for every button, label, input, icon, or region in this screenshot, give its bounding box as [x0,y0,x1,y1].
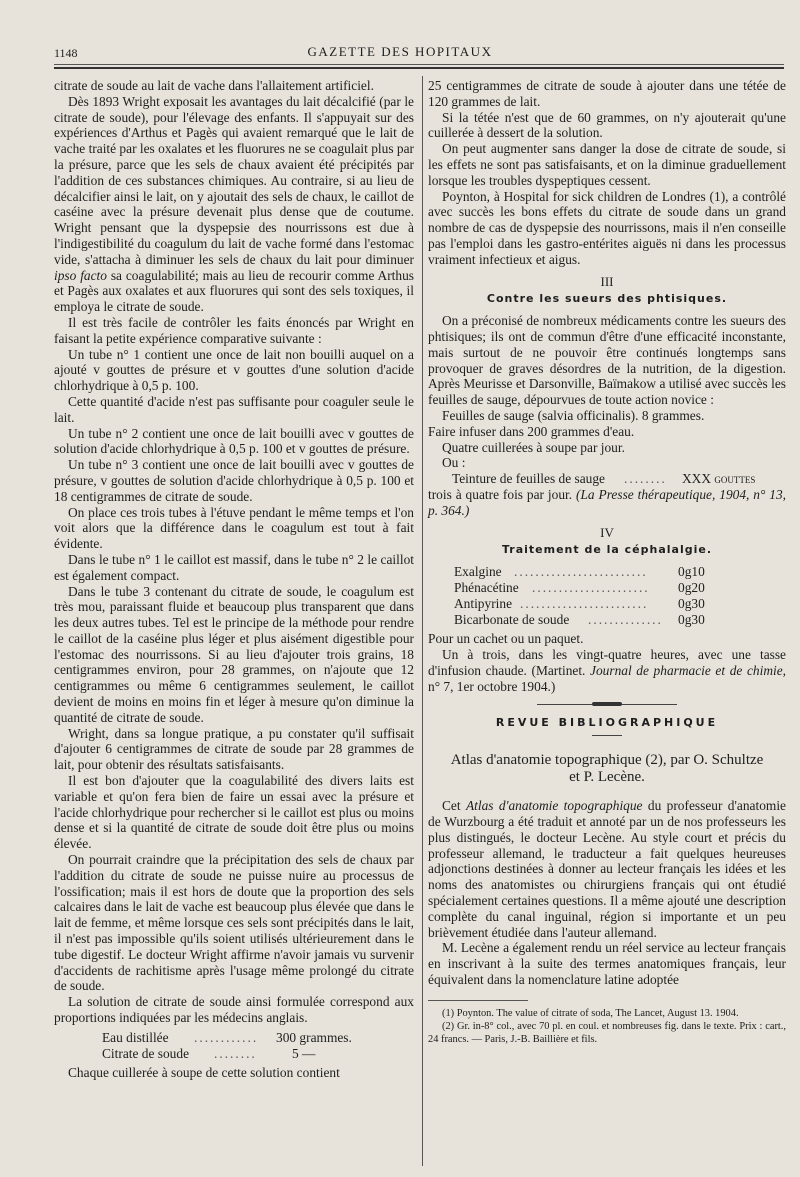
paragraph: La solution de citrate de soude ainsi formulée correspond aux proportions indiquées par les médecins anglais. [54,994,414,1026]
paragraph: Dans le tube n° 1 le caillot est massif, dans le tube n° 2 le caillot est également compact. [54,551,414,583]
page-header [0,42,800,62]
paragraph: Cette quantité d'acide n'est pas suffisante pour coaguler seule le lait. [54,393,414,425]
paragraph: On place ces trois tubes à l'étuve pendant le même temps et l'on voit alors que la différence dans le coagulum est tout à fait évidente. [54,504,414,552]
section-title: Traitement de la céphalalgie. [501,543,713,557]
ornament-rule [537,704,677,707]
footnote: (1) Poynton. The value of citrate of soda, The Lancet, August 13. 1904. [442,1007,739,1019]
paragraph: Dans le tube 3 contenant du citrate de soude, le coagulum est très mou, paraissant fluide et beaucoup plus transparent que dans les deux autres tubes. Tel est le principe de la méthode pour rendre le caillot de la caséine plus léger et plus aisément digestible pour l'estomac des nourrissons. Si au lieu d'ajouter trois grains, 18 centigrammes environ, pour 28 grammes, on n'ajoute que 12 centigrammes ou même 6 centigrammes seulement, le caillot devient de moins en moins fin et léger à mesure qu'on diminue la quantité de citrate de soude. [54,583,414,725]
paragraph: Un tube n° 2 contient une once de lait bouilli avec v gouttes de solution d'acide chlorhydrique à 0,5 p. 100 et v gouttes de présure. [54,425,414,457]
recipe-row: Phénacétine ...................... 0g20 [454,579,705,595]
paragraph: trois à quatre fois par jour. (La Presse thérapeutique, 1904, n° 13, p. 364.) [428,486,786,518]
recipe-row: Exalgine ......................... 0g10 [454,564,705,580]
paragraph: Un à trois, dans les vingt-quatre heures, avec une tasse d'infusion chaude. (Martinet. Journal de pharmacie et de chimie, n° 7, 1er octobre 1904.) [428,647,786,694]
section-heading: REVUE BIBLIOGRAPHIQUE [495,716,719,730]
recipe-row: Citrate de soude ........ 5 — [102,1045,316,1061]
recipe-row: Eau distillée ............ 300 grammes. [102,1029,352,1045]
header-rule-thick [54,67,784,69]
section-number: III [600,273,614,289]
paragraph: Si la tétée n'est que de 60 grammes, on n'y ajouterait qu'une cuillerée à dessert de la solution. [428,109,786,141]
paragraph: Un tube n° 3 contient une once de lait bouilli avec v gouttes de présure, v gouttes de solution d'acide chlorhydrique à 0,5 p. 100 et 18 centigrammes de citrate de soude. [54,457,414,504]
paragraph: Il est très facile de contrôler les faits énoncés par Wright en faisant la petite expérience comparative suivante : [54,314,414,346]
paragraph: Chaque cuillerée à soupe de cette solution contient [68,1065,340,1081]
recipe-row: Antipyrine ........................ 0g30 [454,595,705,611]
header-rule [54,64,784,65]
paragraph: Poynton, à Hospital for sick children de Londres (1), a contrôlé avec succès les bons effets du citrate de soude dans un grand nombre de cas de dyspepsie des nourrissons, mais il n'en conseille pas l'emploi dans les gastro-entérites aiguës ni dans les processus vraiment infectieux et aigus. [428,188,786,267]
divider [592,735,622,736]
paragraph: On peut augmenter sans danger la dose de citrate de soude, si les effets ne sont pas satisfaisants, et on la diminue graduellement lorsque les troubles dyspeptiques cessent. [428,141,786,188]
recipe-row: Teinture de feuilles de sauge ........ XXX gouttes [452,471,756,487]
recipe-table [54,1030,414,1062]
footnote: (2) Gr. in-8° col., avec 70 pl. en coul. et nombreuses fig. dans le texte. Prix : cart., 24 francs. — Paris, J.-B. Baillière et fils. [428,1020,786,1045]
section-title: Contre les sueurs des phtisiques. [486,292,728,306]
column-divider [422,76,423,1166]
book-title: Atlas d'anatomie topographique (2), par O. Schultze et P. Lecène. [450,752,764,786]
recipe-line: Feuilles de sauge (salvia officinalis). 8 grammes. [442,407,705,423]
recipe-line: Ou : [442,455,466,471]
paragraph: Un tube n° 1 contient une once de lait non bouilli auquel on a ajouté v gouttes de présure et v gouttes d'une solution d'acide chlorhydrique à 0,5 p. 100. [54,346,414,394]
journal-title: GAZETTE DES HOPITAUX [307,44,493,59]
section-number: IV [600,524,614,540]
paragraph: On a préconisé de nombreux médicaments contre les sueurs des phtisiques; ils ont de commun d'être d'une efficacité inconstante, mais surtout de ne pouvoir être continués longtemps sans provoquer de graves désordres de la nutrition, de la digestion. Après Meurisse et Darsonville, Baïmakow a utilisé avec succès les feuilles de sauge, dépourvues de toute action novice : [428,313,786,408]
paragraph: On pourrait craindre que la précipitation des sels de chaux par l'addition du citrate de soude ne puisse nuire au processus de l'ossification; mais il est hors de doute que la proportion des sels calcaires dans le lait de vache est beaucoup plus élevée que dans le lait de femme, et même lorsque ces sels sont précipités dans le lait, il n'est pas impossible qu'ils soient utilisés ultérieurement dans le tube digestif. Le docteur Wright affirme n'avoir jamais vu survenir d'accidents de rachitisme après l'usage même prolongé du citrate de soude. [54,852,414,994]
recipe-line: Faire infuser dans 200 grammes d'eau. [428,423,635,439]
paragraph: Dès 1893 Wright exposait les avantages du lait décalcifié (par le citrate de soude), pour l'élevage des enfants. Il s'appuyait sur des expériences d'Arthus et Pagès qui avaient remarqué que le lait de vache traité par les oxalates et les fluorures ne se coagulait plus par la présure, parce que les sels de chaux avaient été précipités par l'addition de ces substances chimiques. Au contraire, si au lieu de décalcifier ainsi le lait, on y ajoutait des sels de chaux, le caillot de caséine avec la présure devenait plus dense que de coutume. Wright pensant que la dyspepsie des nourrissons est due à l'indigestibilité du coagulum du lait de vache formé dans l'estomac vide, s'attacha à diminuer les sels de chaux du lait pour diminuer ipso facto sa coagulabilité; mais au lieu de recourir comme Arthus et Pagès aux oxalates et aux fluorures qui sont des sels toxiques, il employa le citrate de soude. [54,93,414,315]
paragraph: Cet Atlas d'anatomie topographique du professeur d'anatomie de Wurzbourg a été traduit et annoté par un de nos professeurs les plus distingués, le docteur Lecène. Au style court et précis du professeur allemand, le traducteur a fait quelques heureuses adjonctions destinées à donner au lecteur français les idées et les noms des anatomistes ou chirurgiens français qui ont étudié spécialement certaines questions. Il a même ajouté une description complète du canal inguinal, région si importante et un peu brièvement étudiée dans l'auteur allemand. [428,798,786,940]
paragraph: 25 centigrammes de citrate de soude à ajouter dans une tétée de 120 grammes de lait. [428,78,786,109]
right-column [428,78,786,1046]
footnote-rule [428,1000,528,1001]
paragraph: Wright, dans sa longue pratique, a pu constater qu'il suffisait d'ajouter 6 centigrammes de citrate de soude par 28 grammes de lait, pour obtenir des résultats satisfaisants. [54,725,414,773]
recipe-row: Bicarbonate de soude .............. 0g30 [454,611,705,627]
paragraph: citrate de soude au lait de vache dans l'allaitement artificiel. [54,78,374,93]
recipe-table [428,564,786,627]
paragraph: Pour un cachet ou un paquet. [428,631,584,647]
page-number: 1148 [54,46,78,60]
recipe-line: Quatre cuillerées à soupe par jour. [442,439,625,455]
paragraph: Il est bon d'ajouter que la coagulabilité des divers laits est variable et qu'on fera bien de faire un essai avec la présure et l'acide chlorhydrique pour rechercher si le caillot est plus ou moins dense et si la quantité de citrate de soude doit être plus ou moins élevée. [54,773,414,852]
paragraph: M. Lecène a également rendu un réel service au lecteur français en inscrivant à la suite des termes anatomiques français, leur équivalent dans la nomenclature latine adoptée [428,940,786,988]
left-column [54,78,414,1081]
